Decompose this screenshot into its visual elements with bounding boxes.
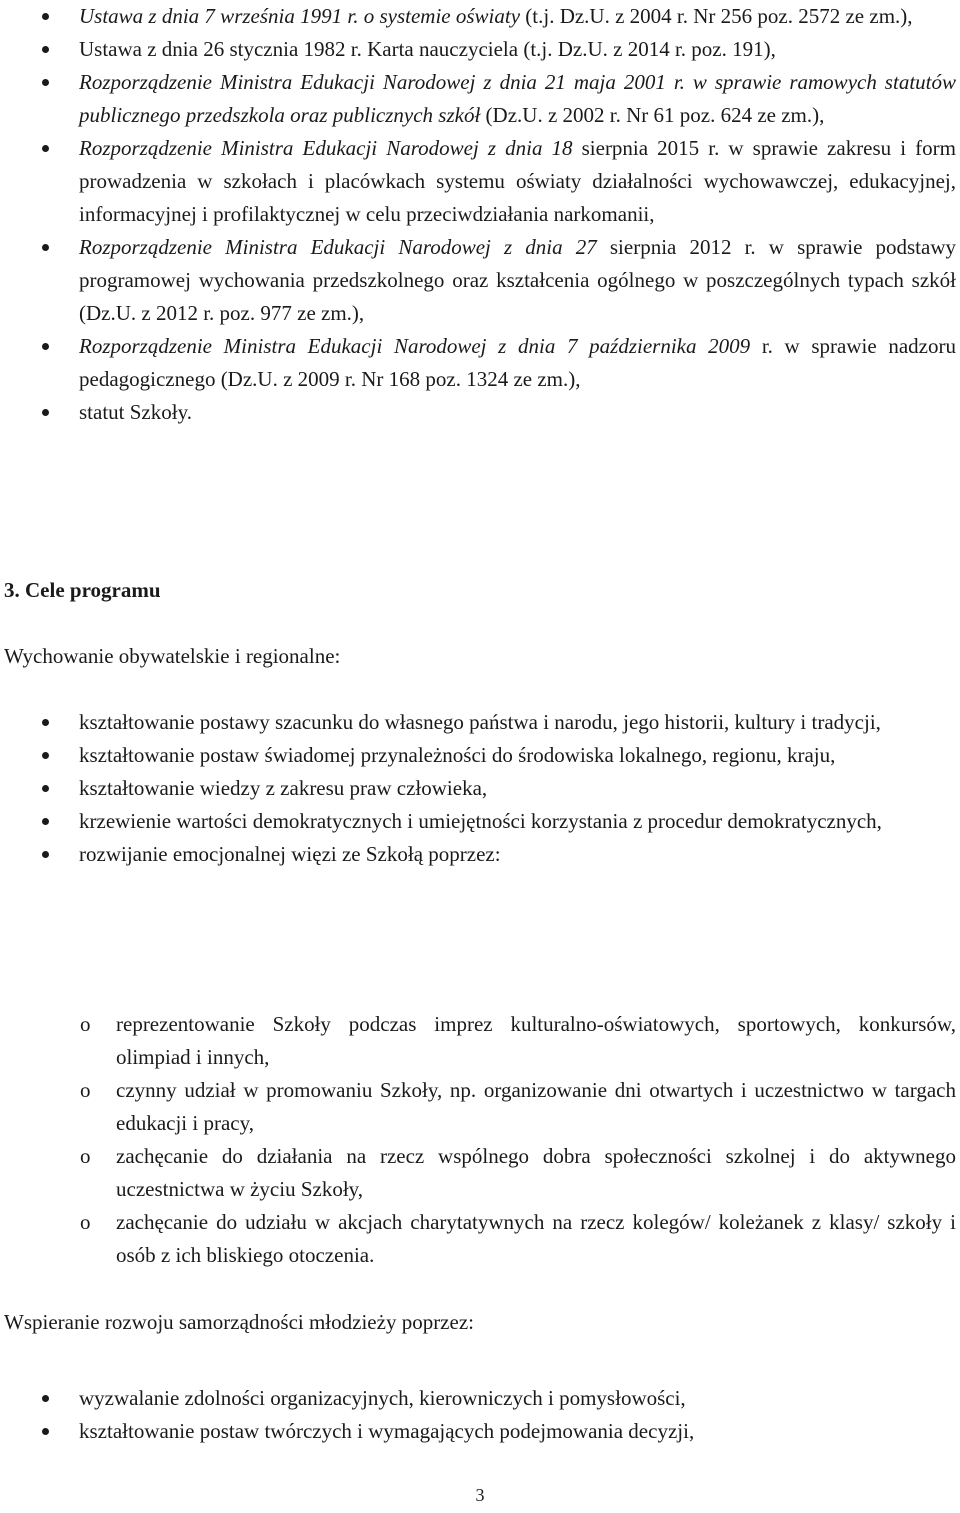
list-item: Rozporządzenie Ministra Edukacji Narodowej z dnia 21 maja 2001 r. w sprawie ramowych statutów publicznego przedszkola oraz publicznych szkół (Dz.U. z 2002 r. Nr 61 poz. 624 ze zm.), (0, 66, 960, 132)
list-item: statut Szkoły. (0, 396, 960, 429)
section-heading: 3. Cele programu (4, 578, 161, 602)
school-bond-sublist (0, 1008, 960, 1272)
list-item: rozwijanie emocjonalnej więzi ze Szkołą poprzez: (0, 838, 960, 871)
list-item: wyzwalanie zdolności organizacyjnych, kierowniczych i pomysłowości, (0, 1382, 960, 1415)
list-item: kształtowanie postaw twórczych i wymagających podejmowania decyzji, (0, 1415, 960, 1448)
list-item: kształtowanie postawy szacunku do własnego państwa i narodu, jego historii, kultury i tradycji, (0, 706, 960, 739)
sublist-item: o reprezentowanie Szkoły podczas imprez kulturalno-oświatowych, sportowych, konkursów, olimpiad i innych, (0, 1008, 960, 1074)
list-item: Rozporządzenie Ministra Edukacji Narodowej z dnia 7 października 2009 r. w sprawie nadzoru pedagogicznego (Dz.U. z 2009 r. Nr 168 poz. 1324 ze zm.), (0, 330, 960, 396)
list-item: kształtowanie postaw świadomej przynależności do środowiska lokalnego, regionu, kraju, (0, 739, 960, 772)
sublist-marker: o (80, 1210, 91, 1234)
sublist-marker: o (80, 1144, 91, 1168)
civic-goals-list (0, 706, 960, 871)
list-item: Rozporządzenie Ministra Edukacji Narodowej z dnia 18 sierpnia 2015 r. w sprawie zakresu i form prowadzenia w szkołach i placówkach systemu oświaty działalności wychowawczej, edukacyjnej, informacyjnej i profilaktycznej w celu przeciwdziałania narkomanii, (0, 132, 960, 231)
sublist-marker: o (80, 1078, 91, 1102)
list-item: krzewienie wartości demokratycznych i umiejętności korzystania z procedur demokratycznych, (0, 805, 960, 838)
sublist-item: o zachęcanie do działania na rzecz wspólnego dobra społeczności szkolnej i do aktywnego uczestnictwa w życiu Szkoły, (0, 1140, 960, 1206)
sublist-item: o zachęcanie do udziału w akcjach charytatywnych na rzecz kolegów/ koleżanek z klasy/ szkoły i osób z ich bliskiego otoczenia. (0, 1206, 960, 1272)
goals-section (0, 574, 960, 1443)
list-item: Rozporządzenie Ministra Edukacji Narodowej z dnia 27 sierpnia 2012 r. w sprawie podstawy programowej wychowania przedszkolnego oraz kształcenia ogólnego w poszczególnych typach szkół (Dz.U. z 2012 r. poz. 977 ze zm.), (0, 231, 960, 330)
civic-education-intro: Wychowanie obywatelskie i regionalne: (4, 644, 341, 668)
page-number: 3 (475, 1485, 485, 1505)
list-item: kształtowanie wiedzy z zakresu praw człowieka, (0, 772, 960, 805)
self-government-list (0, 1382, 960, 1448)
self-government-intro: Wspieranie rozwoju samorządności młodzieży poprzez: (4, 1310, 474, 1334)
list-item: Ustawa z dnia 26 stycznia 1982 r. Karta nauczyciela (t.j. Dz.U. z 2014 r. poz. 191), (0, 33, 960, 66)
legal-basis-list (0, 0, 960, 429)
sublist-marker: o (80, 1012, 91, 1036)
sublist-item: o czynny udział w promowaniu Szkoły, np. organizowanie dni otwartych i uczestnictwo w targach edukacji i pracy, (0, 1074, 960, 1140)
list-item: Ustawa z dnia 7 września 1991 r. o systemie oświaty (t.j. Dz.U. z 2004 r. Nr 256 poz. 2572 ze zm.), (0, 0, 960, 33)
